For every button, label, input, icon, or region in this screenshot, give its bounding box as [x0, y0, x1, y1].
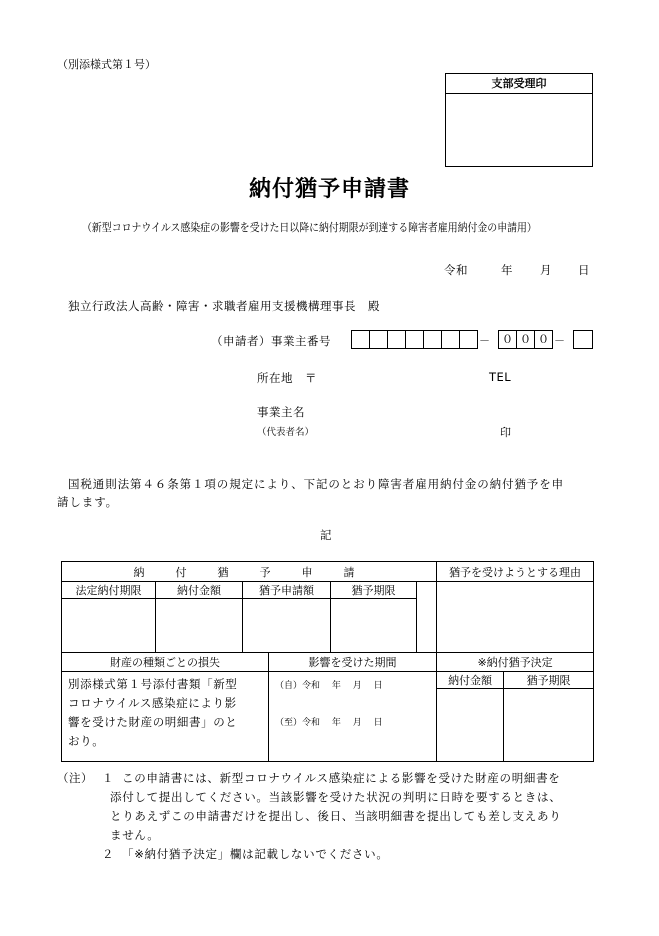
requested-amount-input[interactable] [243, 599, 331, 653]
employer-number-digit[interactable] [441, 330, 460, 349]
stamp-box-label: 支部受理印 [446, 74, 592, 94]
loss-text-line: おり。 [68, 734, 105, 748]
decision-period-cell [504, 689, 594, 762]
employer-number-check-digit[interactable] [573, 330, 593, 349]
header-reason: 猶予を受けようとする理由 [437, 562, 594, 582]
loss-text-line: コロナウイルス感染症により影 [68, 696, 237, 710]
col-requested-amount: 猶予申請額 [243, 582, 331, 599]
body-text-line-2: 請します。 [57, 495, 119, 509]
deferral-period-input[interactable] [331, 599, 417, 653]
decision-period-header: 猶予期限 [504, 672, 594, 689]
loss-description [62, 672, 269, 762]
tel-label: TEL [489, 370, 512, 384]
note-1-line: ません。 [110, 828, 160, 842]
col-payment-amount: 納付金額 [156, 582, 243, 599]
affected-period[interactable] [269, 672, 437, 762]
date-month: 月 [540, 263, 552, 277]
affected-period-from: （自）令和 年 月 日 [275, 681, 383, 691]
reason-input[interactable] [437, 582, 594, 653]
employer-number-fixed-digit: ０ [516, 330, 535, 349]
stamp-box [445, 73, 593, 167]
legal-due-date-input[interactable] [62, 599, 156, 653]
loss-text-line: 響を受けた財産の明細書」のと [68, 715, 238, 729]
employer-number-digit[interactable] [423, 330, 442, 349]
note-1-line: 添付して提出してください。当該影響を受けた状況の判明に日時を要するときは、 [110, 790, 562, 804]
affected-period-header: 影響を受けた期間 [269, 653, 437, 672]
loss-header: 財産の種類ごとの損失 [62, 653, 269, 672]
note-1-line: この申請書には、新型コロナウイルス感染症による影響を受けた財産の明細書を [122, 771, 561, 785]
col-deferral-period: 猶予期限 [331, 582, 417, 599]
col-legal-due-date: 法定納付期限 [62, 582, 156, 599]
addressee: 独立行政法人高齢・障害・求職者雇用支援機構理事長 殿 [68, 299, 380, 313]
form-number: （別添様式第１号） [57, 58, 156, 71]
decision-header: ※納付猶予決定 [437, 653, 594, 672]
ki-mark: 記 [320, 528, 332, 542]
page-subtitle: （新型コロナウイルス感染症の影響を受けた日以降に納付期限が到達する障害者雇用納付金の申請用） [82, 221, 537, 234]
payment-amount-input[interactable] [156, 599, 243, 653]
loss-text-line: 別添様式第１号添付書類「新型 [68, 677, 238, 691]
representative-label: （代表者名） [257, 427, 315, 438]
decision-amount-header: 納付金額 [437, 672, 504, 689]
employer-number-digit[interactable] [459, 330, 478, 349]
employer-number-digit[interactable] [405, 330, 424, 349]
date-era: 令和 [444, 263, 468, 277]
reason-spacer [417, 582, 437, 653]
note-1-line: とりあえずこの申請書だけを提出し、後日、当該明細書を提出しても差し支えあり [110, 809, 562, 823]
employer-number-digit[interactable] [369, 330, 388, 349]
employer-number-dash: － [554, 334, 565, 347]
page-title: 納付猶予申請書 [248, 177, 410, 202]
date-year: 年 [501, 263, 513, 277]
body-text-line-1: 国税通則法第４６条第１項の規定により、下記のとおり障害者雇用納付金の納付猶予を申 [68, 477, 564, 491]
employer-number-digit[interactable] [351, 330, 370, 349]
employer-number-label: （申請者）事業主番号 [211, 334, 331, 348]
application-table [61, 561, 594, 762]
employer-name-label: 事業主名 [257, 405, 305, 419]
address-label: 所在地 〒 [257, 371, 317, 385]
employer-number-field[interactable] [351, 330, 593, 349]
employer-number-fixed-digit: ０ [498, 330, 517, 349]
header-deferral-application: 納 付 猶 予 申 請 [62, 562, 437, 582]
note-1-number: １ [102, 771, 114, 785]
note-2-number: ２ [102, 847, 114, 861]
seal-mark: 印 [500, 426, 511, 439]
note-2-text: 「※納付猶予決定」欄は記載しないでください。 [122, 847, 389, 861]
employer-number-digit[interactable] [387, 330, 406, 349]
notes-label: （注） [57, 771, 93, 785]
date-day: 日 [578, 263, 590, 277]
employer-number-dash: － [479, 334, 490, 347]
employer-number-fixed-digit: ０ [534, 330, 553, 349]
decision-amount-cell [437, 689, 504, 762]
affected-period-to: （至）令和 年 月 日 [275, 718, 383, 728]
